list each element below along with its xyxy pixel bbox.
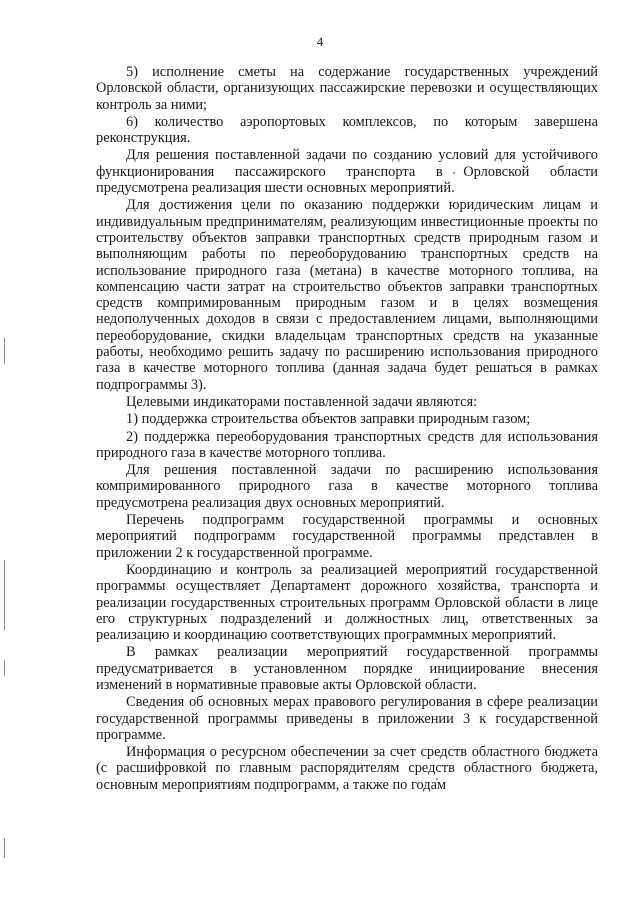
paragraph: Координацию и контроль за реализацией мероприятий государственной программы осуществляет Департамент дорожного хозяйства, транспорта и реализации государственных строительных программ Орловской области в лице его структурных подразделений и должностных лиц, ответственных за реализацию и координацию соответствующих программных мероприятий. [96,561,598,644]
document-body [96,64,598,794]
paragraph: Сведения об основных мерах правового регулирования в сфере реализации государственной программы приведены в приложении 3 к государственной программе. [96,694,598,743]
margin-scan-mark [4,338,5,364]
page-number: 4 [316,34,324,49]
margin-scan-mark [4,838,5,858]
paragraph: Перечень подпрограмм государственной программы и основных мероприятий подпрограмм государственной программы представлен в приложении 2 к государственной программе. [96,512,598,561]
margin-scan-mark [4,660,5,676]
paragraph: 6) количество аэропортовых комплексов, по которым завершена реконструкция. [96,113,598,147]
paragraph: 1) поддержка строительства объектов заправки природным газом; [126,411,531,428]
paragraph: Целевыми индикаторами поставленной задачи являются: [126,393,478,410]
paragraph: Для достижения цели по оказанию поддержки юридическим лицам и индивидуальным предпринимателям, реализующим инвестиционные проекты по строительству объектов заправки транспортных средств природным газом и выполняющим работы по переоборудованию транспортных средств на использование природного газа (метана) в качестве моторного топлива, на компенсацию части затрат на строительство объектов заправки транспортных средств компримированным природным газом и в целях возмещения недополученных доходов в связи с предоставлением лицами, выполняющими переоборудование, скидки владельцам транспортных средств на указанные работы, необходимо решить задачу по расширению использования природного газа в качестве моторного топлива (данная задача будет решаться в рамках подпрограммы 3). [96,197,598,393]
paragraph: Для решения поставленной задачи по расширению использования компримированного природного газа в качестве моторного топлива предусмотрена реализация двух основных мероприятий. [96,462,598,511]
paragraph: Информация о ресурсном обеспечении за счет средств областного бюджета (с расшифровкой по главным распорядителям средств областного бюджета, основным мероприятиям подпрограмм, а также по годам [96,744,598,793]
paragraph: Для решения поставленной задачи по созданию условий для устойчивого функционирования пассажирского транспорта в Орловской области предусмотрена реализация шести основных мероприятий. [96,147,598,197]
paragraph: 5) исполнение сметы на содержание государственных учреждений Орловской области, организующих пассажирские перевозки и осуществляющих контроль за ними; [96,64,598,113]
paragraph: В рамках реализации мероприятий государственной программы предусматривается в установленном порядке инициирование внесения изменений в нормативные правовые акты Орловской области. [96,644,598,693]
paragraph: 2) поддержка переоборудования транспортных средств для использования природного газа в качестве моторного топлива. [96,428,598,461]
margin-scan-mark [4,560,5,630]
